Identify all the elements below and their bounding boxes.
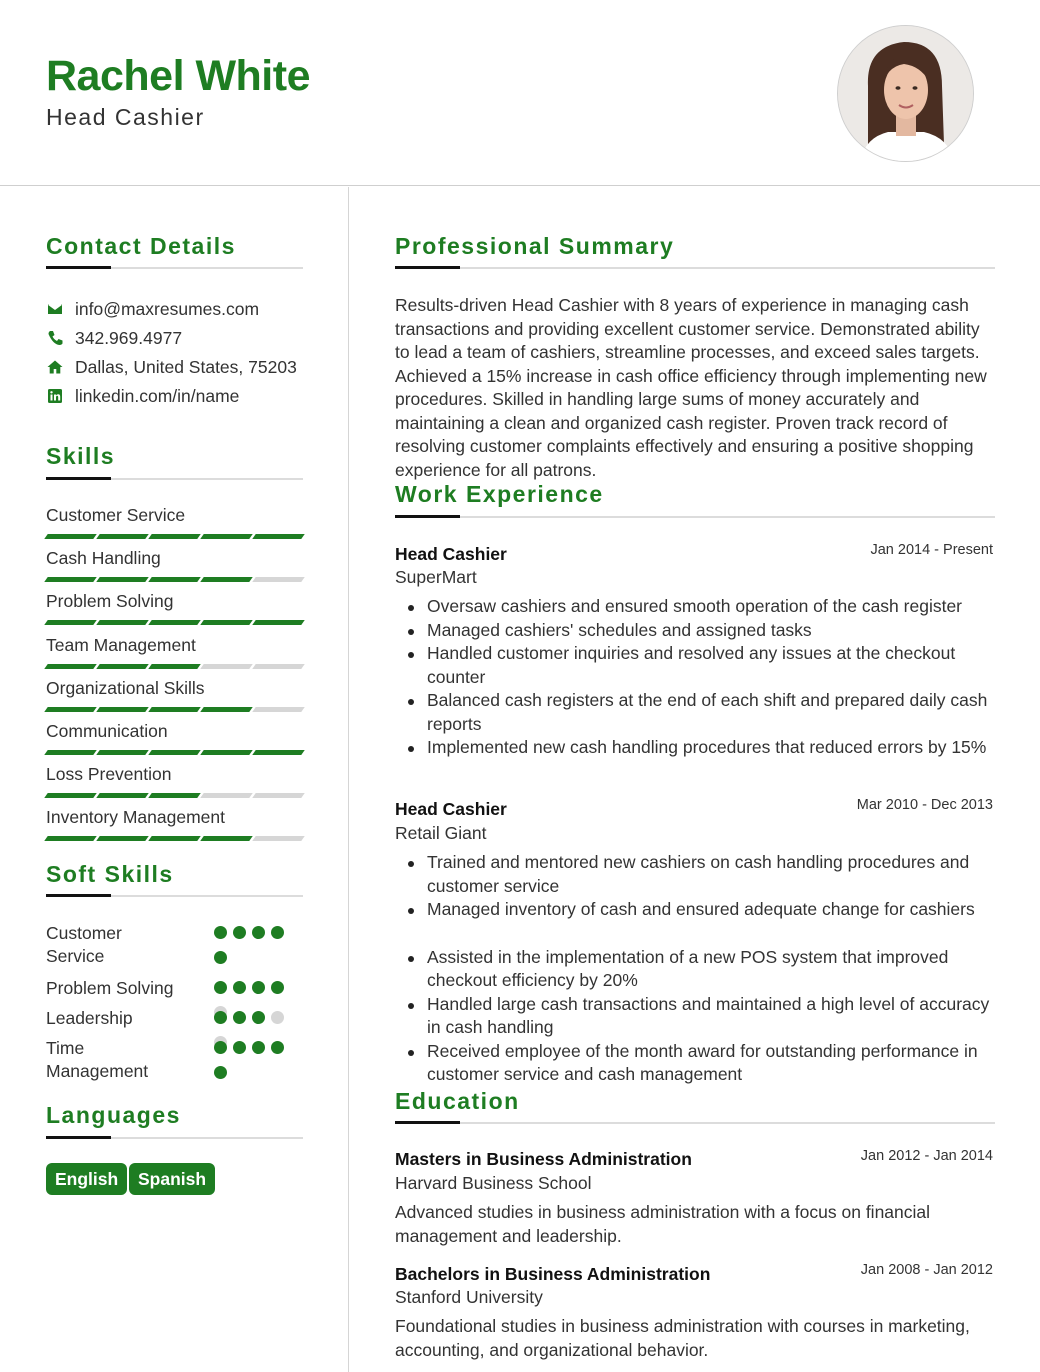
list-item: Handled customer inquiries and resolved any issues at the checkout counter [405, 642, 995, 689]
skill-level-segment [96, 707, 149, 712]
soft-skill-label: Customer Service [46, 923, 122, 966]
job-dates: Mar 2010 - Dec 2013 [856, 797, 993, 813]
skill-level-segment [200, 707, 253, 712]
job-title: Head Cashier [395, 799, 507, 819]
languages-heading: Languages [46, 1102, 181, 1128]
skill-level-bar [46, 750, 303, 755]
rating-dot [214, 926, 227, 939]
skill-level-segment [148, 836, 201, 841]
skill-level-segment [200, 664, 253, 669]
home-icon [46, 358, 64, 376]
email-text: info@maxresumes.com [75, 298, 260, 319]
skill-level-segment [200, 793, 253, 798]
skill-level-segment [252, 620, 305, 625]
rating-dot [233, 1041, 246, 1054]
skill-level-segment [200, 534, 253, 539]
rating-dot [214, 1011, 227, 1024]
skill-level-segment [200, 750, 253, 755]
skill-level-bar [46, 793, 303, 798]
rating-dot [271, 926, 284, 939]
languages-heading-rule [46, 1137, 303, 1139]
list-item: Trained and mentored new cashiers on cash handling procedures and customer service [405, 851, 995, 898]
summary-heading-rule [395, 267, 995, 269]
rating-dot [271, 1041, 284, 1054]
education-description: Foundational studies in business administration with courses in marketing, accounting, and organizational behavior. [395, 1316, 970, 1360]
rating-dot [214, 1066, 227, 1079]
education-dates: Jan 2012 - Jan 2014 [860, 1148, 993, 1164]
list-item: Received employee of the month award for outstanding performance in customer service and cash management [405, 1040, 995, 1087]
skill-label: Loss Prevention [46, 764, 172, 785]
skill-level-segment [252, 793, 305, 798]
contact-phone[interactable] [46, 327, 182, 349]
skill-level-segment [96, 620, 149, 625]
skill-level-bar [46, 664, 303, 669]
education-dates: Jan 2008 - Jan 2012 [860, 1262, 993, 1278]
list-item: Balanced cash registers at the end of each shift and prepared daily cash reports [405, 689, 995, 736]
skill-level-segment [44, 664, 97, 669]
skill-level-segment [44, 750, 97, 755]
skill-label: Inventory Management [46, 807, 225, 828]
skill-level-segment [96, 577, 149, 582]
list-item: Managed inventory of cash and ensured adequate change for cashiers [405, 898, 995, 922]
skill-level-bar [46, 836, 303, 841]
rating-dot [271, 1011, 284, 1024]
list-item: Managed cashiers' schedules and assigned tasks [405, 619, 995, 643]
list-item: Handled large cash transactions and maintained a high level of accuracy in cash handling [405, 993, 995, 1040]
skill-level-segment [200, 620, 253, 625]
soft-skills-heading: Soft Skills [46, 861, 174, 887]
list-item: Assisted in the implementation of a new POS system that improved checkout efficiency by 20% [405, 946, 995, 993]
profile-photo [837, 25, 974, 162]
job-title: Head Cashier [395, 544, 507, 564]
skill-level-segment [44, 793, 97, 798]
skill-level-segment [252, 707, 305, 712]
candidate-name: Rachel White [46, 52, 310, 100]
job-company: SuperMart [395, 567, 477, 587]
skill-level-segment [148, 793, 201, 798]
linkedin-text: linkedin.com/in/name [75, 385, 240, 406]
language-tag: English [46, 1163, 127, 1195]
job-bullets [405, 851, 995, 1087]
skill-label: Problem Solving [46, 591, 174, 612]
job-bullets [405, 595, 995, 760]
skill-level-segment [96, 793, 149, 798]
degree-title: Masters in Business Administration [395, 1149, 692, 1169]
rating-dot [233, 981, 246, 994]
contact-address [46, 356, 297, 378]
skill-level-segment [200, 577, 253, 582]
contact-heading-rule [46, 267, 303, 269]
phone-text: 342.969.4977 [75, 327, 183, 348]
skills-heading: Skills [46, 443, 116, 469]
skill-level-segment [252, 750, 305, 755]
rating-dot [233, 926, 246, 939]
skill-label: Customer Service [46, 505, 186, 525]
skill-level-segment [252, 534, 305, 539]
skill-level-segment [148, 577, 201, 582]
school-name: Harvard Business School [395, 1173, 592, 1193]
skill-level-segment [44, 577, 97, 582]
soft-skill-label: Problem Solving [46, 978, 174, 998]
list-item: Implemented new cash handling procedures that reduced errors by 15% [405, 736, 995, 760]
soft-skill-label: Leadership [46, 1008, 133, 1028]
summary-text: Results-driven Head Cashier with 8 years of experience in managing cash transactions and providing excellent customer service. Demonstrated ability to lead a team of cashiers, streamline processes, and exceed sales targets. Achieved a 15% increase in cash office efficiency through implementing new procedures. Skilled in handling large sums of money accurately and maintaining a clean and organized cash register. Proven track record of resolving customer complaints effectively and ensuring a positive shopping experience for all patrons. [395, 295, 987, 480]
skill-level-segment [96, 664, 149, 669]
linkedin-icon [46, 387, 64, 405]
summary-heading: Professional Summary [395, 233, 675, 259]
rating-dot [252, 1011, 265, 1024]
experience-heading: Work Experience [395, 481, 604, 507]
education-description: Advanced studies in business administration with a focus on financial management and leadership. [395, 1202, 931, 1246]
contact-heading: Contact Details [46, 233, 236, 259]
rating-dot [214, 1041, 227, 1054]
skill-level-segment [252, 577, 305, 582]
skill-level-segment [96, 534, 149, 539]
rating-dot [252, 926, 265, 939]
school-name: Stanford University [395, 1287, 543, 1307]
skill-level-segment [148, 620, 201, 625]
job-dates: Jan 2014 - Present [870, 542, 993, 558]
skills-heading-rule [46, 478, 303, 480]
skill-level-bar [46, 620, 303, 625]
skill-level-segment [148, 534, 201, 539]
list-item: Oversaw cashiers and ensured smooth operation of the cash register [405, 595, 995, 619]
skill-label: Organizational Skills [46, 677, 205, 698]
rating-dot [214, 951, 227, 964]
language-tag: Spanish [129, 1163, 215, 1195]
skill-level-bar [46, 577, 303, 582]
rating-dot [214, 981, 227, 994]
envelope-icon [46, 300, 64, 318]
skill-level-bar [46, 534, 303, 539]
soft-skills-heading-rule [46, 895, 303, 897]
skill-level-segment [252, 664, 305, 669]
rating-dot [252, 1041, 265, 1054]
education-heading: Education [395, 1088, 520, 1114]
column-divider [348, 187, 349, 1372]
skill-level-segment [148, 664, 201, 669]
skill-label: Team Management [46, 634, 196, 655]
rating-dot [252, 981, 265, 994]
contact-email[interactable] [46, 298, 259, 320]
skill-level-segment [44, 620, 97, 625]
experience-heading-rule [395, 516, 995, 518]
soft-skill-label: Time Management [46, 1038, 149, 1081]
skill-label: Communication [46, 721, 168, 741]
skill-level-segment [96, 836, 149, 841]
rating-dot [233, 1011, 246, 1024]
skill-label: Cash Handling [46, 548, 161, 569]
soft-skill-rating [214, 1041, 286, 1079]
skill-level-segment [96, 750, 149, 755]
job-company: Retail Giant [395, 823, 487, 843]
contact-linkedin[interactable] [46, 385, 239, 407]
skill-level-bar [46, 707, 303, 712]
degree-title: Bachelors in Business Administration [395, 1264, 711, 1284]
skill-level-segment [44, 707, 97, 712]
skill-level-segment [200, 836, 253, 841]
phone-icon [46, 329, 64, 347]
candidate-role: Head Cashier [46, 104, 205, 130]
skill-level-segment [148, 707, 201, 712]
address-text: Dallas, United States, 75203 [75, 356, 297, 377]
skill-level-segment [44, 534, 97, 539]
skill-level-segment [252, 836, 305, 841]
skill-level-segment [44, 836, 97, 841]
soft-skill-rating [214, 926, 286, 964]
skill-level-segment [148, 750, 201, 755]
education-heading-rule [395, 1122, 995, 1124]
rating-dot [271, 981, 284, 994]
resume-header [0, 0, 1040, 186]
